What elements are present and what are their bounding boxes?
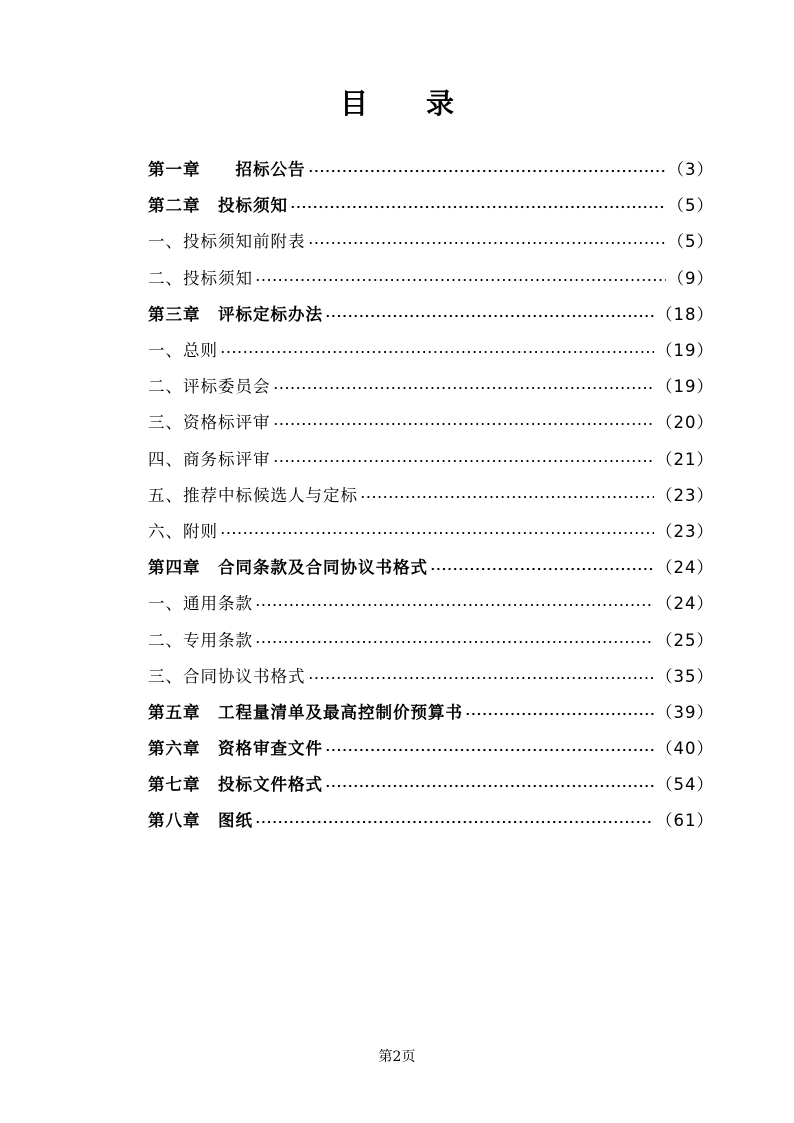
page-number: 2 bbox=[392, 1049, 402, 1065]
toc-entry[interactable] bbox=[148, 331, 714, 367]
toc-entry[interactable] bbox=[148, 150, 714, 186]
toc-entry-label: 六、附则 bbox=[148, 521, 218, 541]
toc-entry-page: （5） bbox=[667, 196, 714, 216]
toc-entry-page: （24） bbox=[656, 594, 714, 614]
toc-entry[interactable] bbox=[148, 512, 714, 548]
toc-entry-page: （20） bbox=[656, 413, 714, 433]
page-footer-prefix: 第 bbox=[378, 1049, 393, 1065]
toc-entry[interactable] bbox=[148, 584, 714, 620]
toc-entry-label: 三、资格标评审 bbox=[148, 413, 271, 433]
toc-entry[interactable] bbox=[148, 476, 714, 512]
dot-leader bbox=[308, 675, 655, 681]
toc-entry-page: （19） bbox=[656, 341, 714, 361]
toc-entry-label: 一、投标须知前附表 bbox=[148, 232, 306, 252]
toc-entry-label: 五、推荐中标候选人与定标 bbox=[148, 485, 358, 505]
dot-leader bbox=[465, 711, 654, 717]
toc-entry[interactable] bbox=[148, 186, 714, 222]
toc-entry[interactable] bbox=[148, 729, 714, 765]
toc-entry-label: 二、投标须知 bbox=[148, 268, 253, 288]
dot-leader bbox=[273, 458, 655, 464]
toc-entry-label: 二、评标委员会 bbox=[148, 377, 271, 397]
toc-entry[interactable] bbox=[148, 403, 714, 439]
toc-entry-page: （9） bbox=[667, 268, 714, 288]
toc-entry-label: 第七章 投标文件格式 bbox=[148, 775, 323, 795]
dot-leader bbox=[273, 385, 655, 391]
toc-entry-page: （21） bbox=[656, 449, 714, 469]
toc-entry-label: 二、专用条款 bbox=[148, 630, 253, 650]
dot-leader bbox=[325, 747, 654, 753]
toc-entry-page: （18） bbox=[656, 304, 714, 324]
toc-entry-label: 第八章 图纸 bbox=[148, 811, 253, 831]
toc-entry-page: （23） bbox=[656, 485, 714, 505]
dot-leader bbox=[255, 602, 654, 608]
toc-entry-page: （3） bbox=[667, 160, 714, 180]
dot-leader bbox=[360, 494, 654, 500]
toc-entry-page: （61） bbox=[656, 811, 714, 831]
toc-entry[interactable] bbox=[148, 548, 714, 584]
toc-entry-page: （35） bbox=[656, 666, 714, 686]
toc-title-char-2: 录 bbox=[426, 87, 455, 120]
toc-entry[interactable] bbox=[148, 620, 714, 656]
dot-leader bbox=[430, 566, 654, 572]
toc-entry-page: （24） bbox=[656, 558, 714, 578]
dot-leader bbox=[308, 168, 666, 174]
toc-entry-label: 一、总则 bbox=[148, 341, 218, 361]
dot-leader bbox=[325, 313, 654, 319]
table-of-contents bbox=[148, 150, 714, 838]
toc-title bbox=[0, 82, 794, 122]
toc-entry-page: （25） bbox=[656, 630, 714, 650]
toc-entry[interactable] bbox=[148, 657, 714, 693]
toc-entry-page: （40） bbox=[656, 739, 714, 759]
toc-entry[interactable] bbox=[148, 222, 714, 258]
toc-entry[interactable] bbox=[148, 765, 714, 801]
toc-entry[interactable] bbox=[148, 367, 714, 403]
dot-leader bbox=[255, 277, 666, 283]
toc-entry[interactable] bbox=[148, 295, 714, 331]
toc-entry-label: 第二章 投标须知 bbox=[148, 196, 288, 216]
dot-leader bbox=[308, 240, 666, 246]
toc-title-char-1: 目 bbox=[339, 87, 368, 120]
toc-entry-label: 四、商务标评审 bbox=[148, 449, 271, 469]
toc-entry-page: （5） bbox=[667, 232, 714, 252]
toc-entry-label: 第六章 资格审查文件 bbox=[148, 739, 323, 759]
page-footer-suffix: 页 bbox=[401, 1049, 416, 1065]
toc-entry[interactable] bbox=[148, 693, 714, 729]
dot-leader bbox=[255, 639, 654, 645]
toc-entry-label: 一、通用条款 bbox=[148, 594, 253, 614]
dot-leader bbox=[255, 819, 654, 825]
toc-entry[interactable] bbox=[148, 440, 714, 476]
toc-entry-label: 第四章 合同条款及合同协议书格式 bbox=[148, 558, 428, 578]
toc-entry-page: （54） bbox=[656, 775, 714, 795]
dot-leader bbox=[220, 530, 654, 536]
dot-leader bbox=[273, 421, 655, 427]
toc-entry[interactable] bbox=[148, 259, 714, 295]
toc-entry-label: 第三章 评标定标办法 bbox=[148, 304, 323, 324]
toc-entry-label: 第五章 工程量清单及最高控制价预算书 bbox=[148, 702, 463, 722]
toc-entry-label: 第一章 招标公告 bbox=[148, 160, 306, 180]
page-footer bbox=[0, 1046, 794, 1066]
toc-entry-page: （23） bbox=[656, 521, 714, 541]
toc-entry-label: 三、合同协议书格式 bbox=[148, 666, 306, 686]
toc-entry[interactable] bbox=[148, 801, 714, 837]
dot-leader bbox=[290, 204, 666, 210]
toc-entry-page: （19） bbox=[656, 377, 714, 397]
dot-leader bbox=[325, 783, 654, 789]
toc-entry-page: （39） bbox=[656, 702, 714, 722]
dot-leader bbox=[220, 349, 654, 355]
